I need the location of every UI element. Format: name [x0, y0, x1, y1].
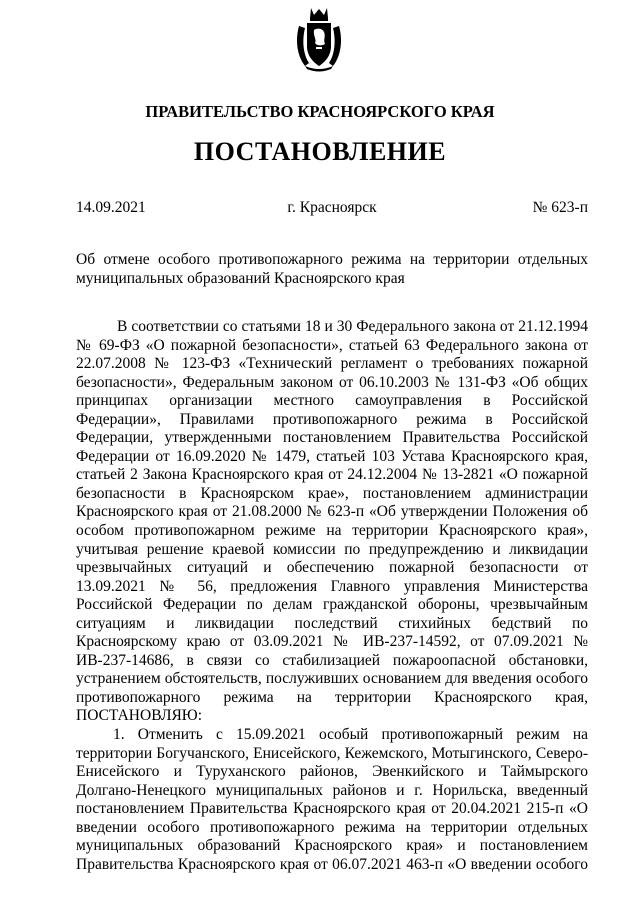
krasnoyarsk-coat-of-arms-icon — [295, 6, 343, 72]
item-1-paragraph: 1. Отменить с 15.09.2021 особый противопожарный режим на территории Богучанского, Енисейского, Кежемского, Мотыгинского, Северо-Енисейского и Туруханского районов, Эвенкийского и Таймырского Долгано-Ненецкого муниципальных районов и г. Норильска, введенный постановлением Правительства Красноярского края от 20.04.2021 215-п «О введении особого противопожарного режима на территории отдельных муниципальных образований Красноярского края» и постановлением Правительства Красноярского края от 06.07.2021 463-п «О введении особого — [76, 726, 588, 873]
document-subject: Об отмене особого противопожарного режима на территории отдельных муниципальных образований Красноярского края — [76, 251, 588, 287]
document-number: № 623-п — [532, 199, 588, 216]
preamble-paragraph: В соответствии со статьями 18 и 30 Федерального закона от 21.12.1994 № 69-ФЗ «О пожарной безопасности», статьей 63 Федерального закона от 22.07.2008 № 123-ФЗ «Технический регламент о требованиях пожарной безопасности», Федеральным законом от 06.10.2003 № 131-ФЗ «Об общих принципах организации местного самоуправления в Российской Федерации», Правилами противопожарного режима в Российской Федерации, утвержденными постановлением Правительства Российской Федерации от 16.09.2020 № 1479, статьей 103 Устава Красноярского края, статьей 2 Закона Красноярского края от 24.12.2004 № 13-2821 «О пожарной безопасности в Красноярском крае», постановлением администрации Красноярского края от 21.08.2000 № 623-п «Об утверждении Положения об особом противопожарном режиме на территории Красноярского края», учитывая решение краевой комиссии по предупреждению и ликвидации чрезвычайных ситуаций и обеспечению пожарной безопасности от 13.09.2021 № 56, предложения Главного управления Министерства Российской Федерации по делам гражданской обороны, чрезвычайным ситуациям и ликвидации последствий стихийных бедствий по Красноярскому краю от 03.09.2021 № ИВ-237-14592, от 07.09.2021 № ИВ-237-14686, в связи со стабилизацией пожароопасной обстановки, устранением обстоятельств, послуживших основанием для введения особого противопожарного режима на территории Красноярского края, ПОСТАНОВЛЯЮ: — [76, 318, 588, 725]
document-date: 14.09.2021 — [76, 199, 146, 216]
document-meta — [76, 199, 588, 219]
government-title: ПРАВИТЕЛЬСТВО КРАСНОЯРСКОГО КРАЯ — [145, 102, 495, 121]
document-body — [76, 318, 588, 874]
document-city: г. Красноярск — [287, 199, 377, 216]
document-type-heading: ПОСТАНОВЛЕНИЕ — [193, 137, 447, 166]
